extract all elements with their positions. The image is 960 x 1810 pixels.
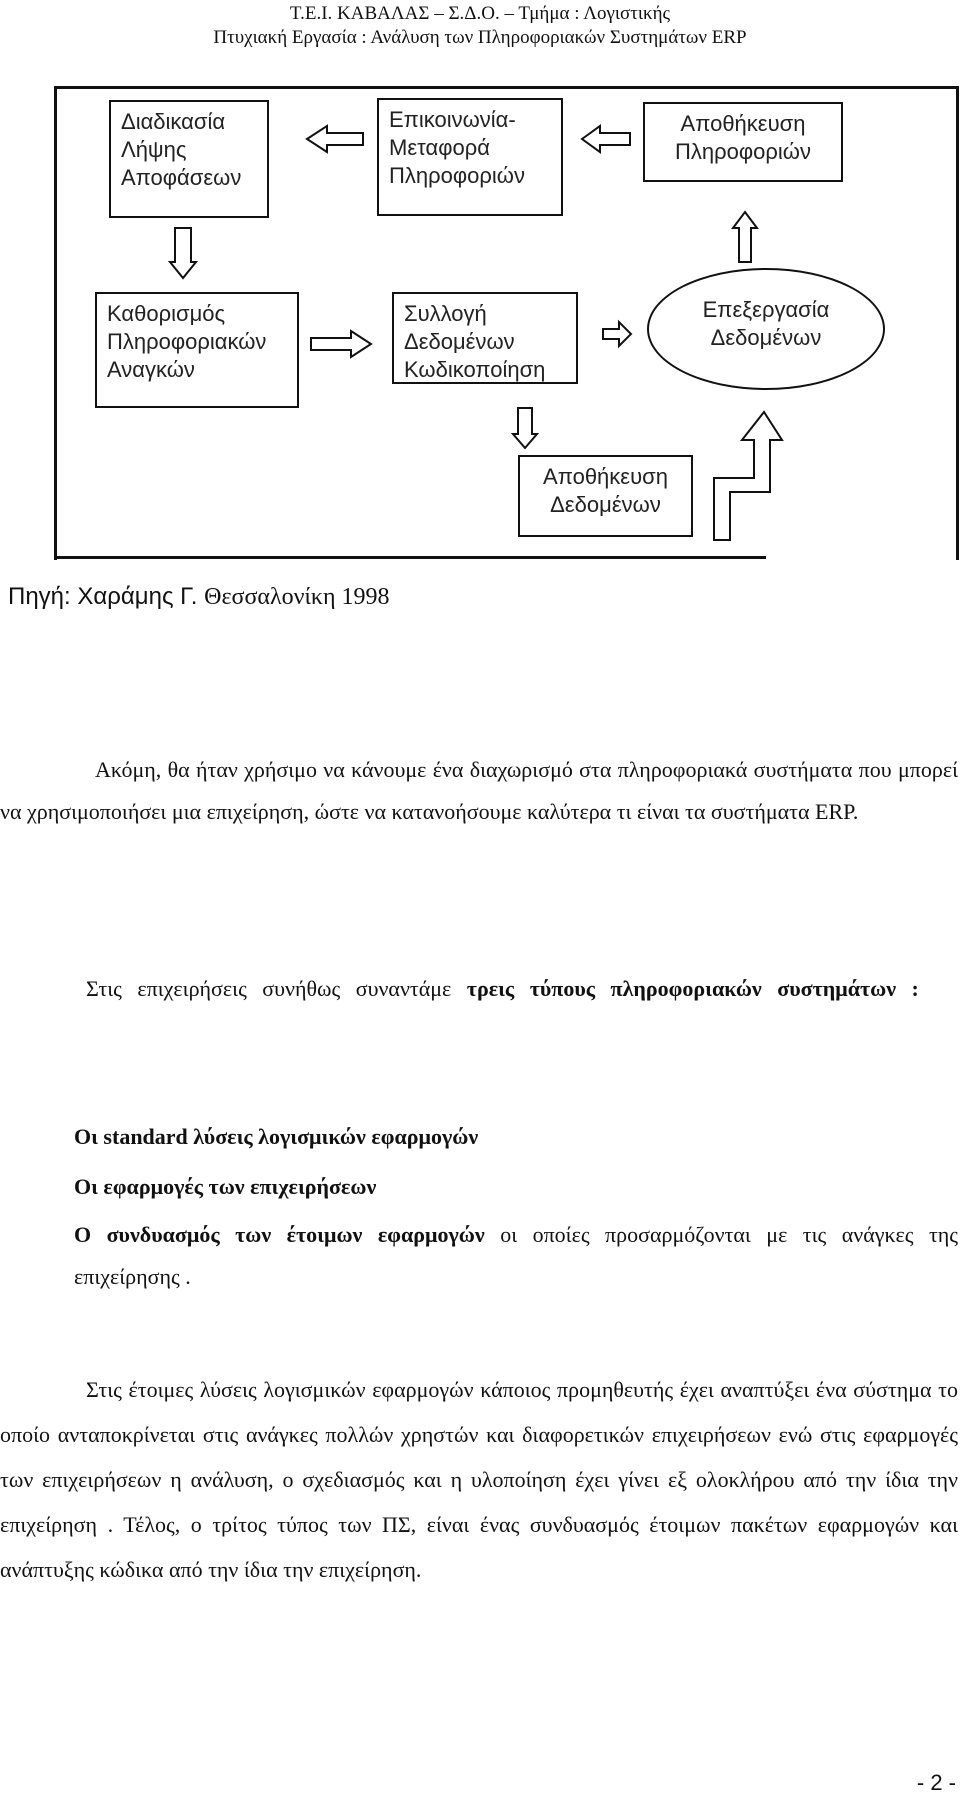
paragraph-3: Στις έτοιμες λύσεις λογισμικών εφαρμογών κάποιος προμηθευτής έχει αναπτύξει ένα σύστημα το οποίο ανταποκρίνεται στις ανάγκες πολλών χρηστών και διαφορετικών επιχειρήσεων ενώ στις εφαρμογές των επιχειρήσεων η ανάλυση, ο σχεδιασμός και η υλοποίηση έχει γίνει εξ ολοκλήρου από την ίδια την επιχείρηση . Τέλος, ο τρίτος τύπος των ΠΣ, είναι ένας συνδυασμός έτοιμων πακέτων εφαρμογών και ανάπτυξης κώδικα από την ίδια την επιχείρηση.: [0, 1377, 958, 1582]
box-data-collection: Συλλογή Δεδομένων Κωδικοποίηση: [392, 292, 578, 384]
box-decision-process: Διαδικασία Λήψης Αποφάσεων: [109, 100, 269, 218]
oval-data-processing: Επεξεργασία Δεδομένων: [647, 268, 885, 390]
arrow-up-1-icon: [732, 210, 758, 264]
list-item-standard: Οι standard λύσεις λογισμικών εφαρμογών: [74, 1124, 479, 1149]
box-communication: Επικοινωνία- Μεταφορά Πληροφοριών: [377, 98, 563, 216]
list-item-combination-rest: οι οποίες προσαρμόζονται με τις ανάγκες της επιχείρησης .: [74, 1222, 959, 1289]
arrow-down-1-icon: [169, 226, 197, 280]
diagram-frame-bottom: [54, 556, 766, 559]
paragraph-2-text: Στις επιχειρήσεις συνήθως συναντάμε: [86, 976, 452, 1001]
bent-arrow-up-icon: [712, 410, 784, 542]
list-item-combination-bold: Ο συνδυασμός των έτοιμων εφαρμογών: [74, 1222, 485, 1247]
header-line-2: Πτυχιακή Εργασία : Ανάλυση των Πληροφοριακών Συστημάτων ERP: [213, 27, 747, 48]
paragraph-2-bold: τρεις τύπους πληροφοριακών συστημάτων :: [466, 976, 919, 1001]
arrow-right-1-icon: [309, 330, 373, 358]
box-information-storage: Αποθήκευση Πληροφοριών: [643, 102, 843, 182]
figure-source-caption: [8, 583, 390, 611]
list-item-combination: [74, 1214, 958, 1298]
box-data-storage: Αποθήκευση Δεδομένων: [518, 455, 693, 537]
arrow-down-2-icon: [512, 406, 538, 450]
paragraph-2: [0, 968, 958, 1010]
header-line-1: Τ.Ε.Ι. ΚΑΒΑΛΑΣ – Σ.Δ.Ο. – Τμήμα : Λογιστικής: [289, 3, 671, 24]
arrow-right-2-icon: [601, 321, 633, 347]
caption-prefix: Πηγή: Χαράμης Γ.: [8, 583, 198, 610]
arrow-left-2-icon: [580, 124, 632, 154]
page-number: - 2 -: [916, 1770, 956, 1795]
caption-city-year: Θεσσαλονίκη 1998: [204, 584, 390, 610]
arrow-left-1-icon: [305, 124, 365, 154]
list-item-business-apps: Οι εφαρμογές των επιχειρήσεων: [74, 1174, 377, 1199]
paragraph-1: Ακόμη, θα ήταν χρήσιμο να κάνουμε ένα διαχωρισμό στα πληροφοριακά συστήματα που μπορεί να χρησιμοποιήσει μια επιχείρηση, ώστε να κατανοήσουμε καλύτερα τι είναι τα συστήματα ERP.: [0, 757, 958, 824]
box-information-needs: Καθορισμός Πληροφοριακών Αναγκών: [95, 292, 299, 408]
